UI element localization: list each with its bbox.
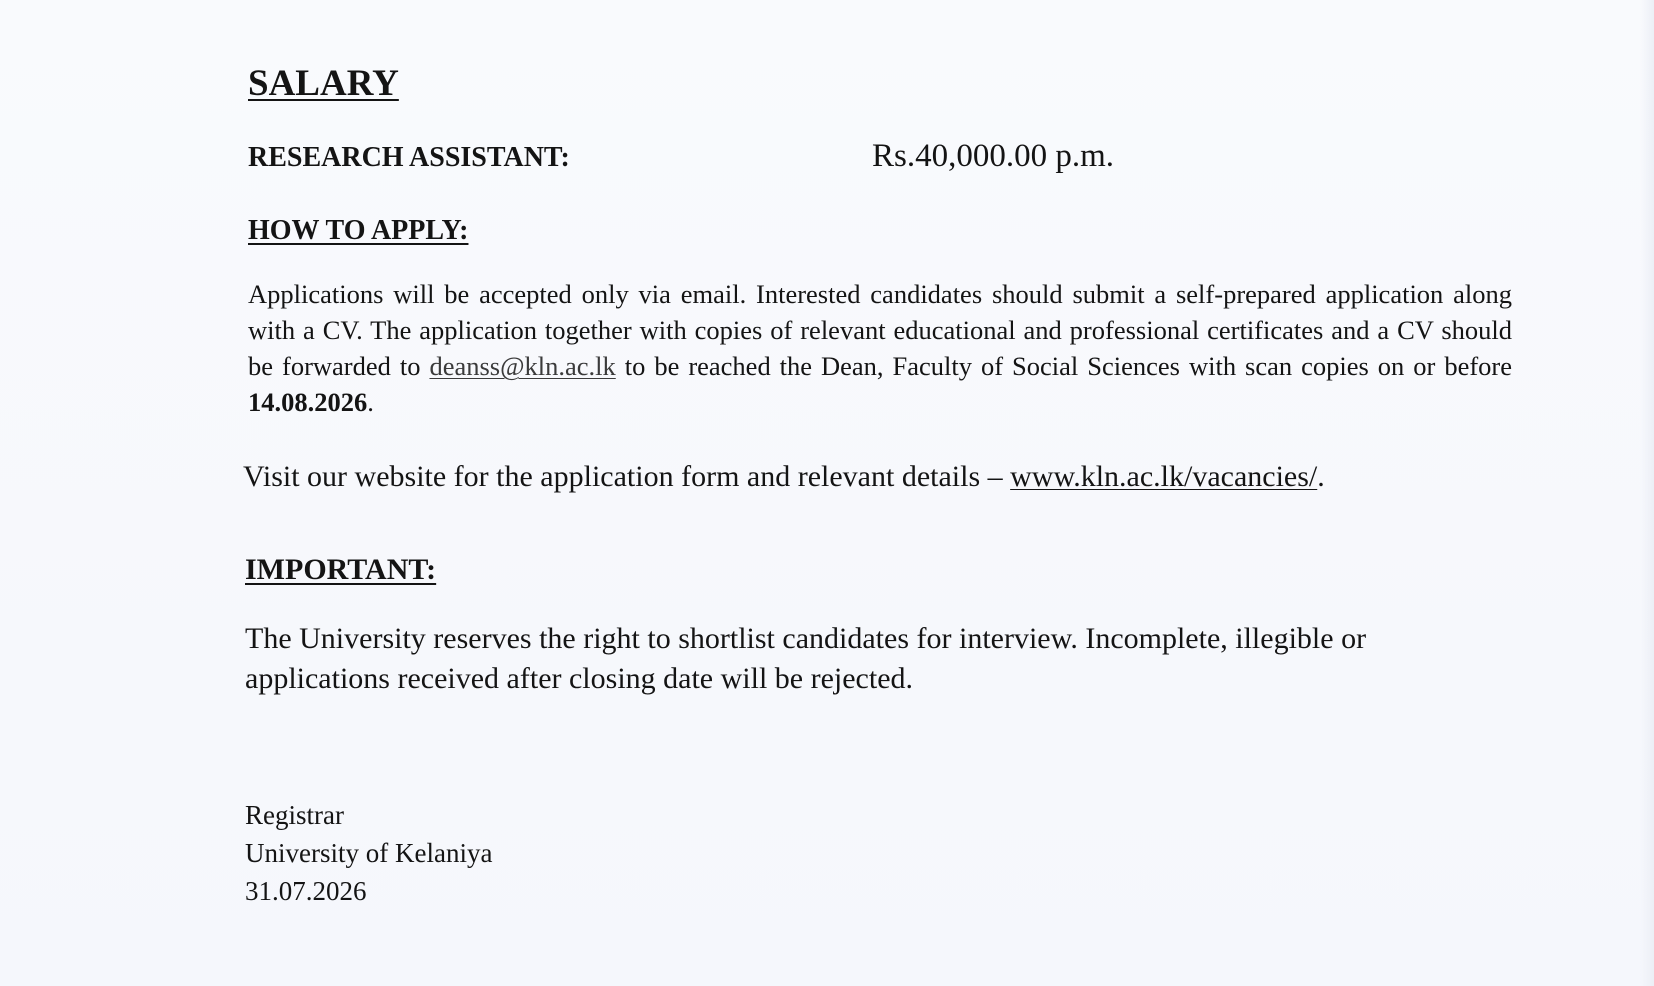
how-to-apply-paragraph [248, 276, 1512, 420]
website-end: . [1317, 460, 1325, 493]
apply-text-end: . [367, 387, 374, 417]
page-edge-shadow [1640, 0, 1654, 986]
signature-date: 31.07.2026 [245, 876, 367, 906]
important-heading: IMPORTANT: [245, 553, 437, 586]
salary-heading: SALARY [248, 63, 399, 104]
salary-row [248, 138, 1148, 182]
website-link[interactable]: www.kln.ac.lk/vacancies/ [1010, 460, 1318, 493]
how-to-apply-heading: HOW TO APPLY: [248, 215, 469, 246]
signature-block [245, 796, 492, 910]
signature-title: Registrar [245, 800, 344, 830]
email-link[interactable]: deanss@kln.ac.lk [429, 351, 616, 381]
website-line [243, 460, 1325, 494]
salary-amount: Rs.40,000.00 p.m. [872, 138, 1115, 174]
signature-organization: University of Kelaniya [245, 838, 493, 868]
important-paragraph: The University reserves the right to shortlist candidates for interview. Incomplete, illegible or applications received after closing date will be rejected. [245, 622, 1367, 695]
salary-role-label: RESEARCH ASSISTANT: [248, 142, 570, 173]
website-text: Visit our website for the application form and relevant details – [243, 460, 1011, 493]
closing-date: 14.08.2026 [248, 387, 368, 417]
apply-text-before-email: Applications will be accepted only via email. Interested candidates should submit a self-prepared application along with a CV. The application together with copies of relevant educational and professional certificates and a CV should be forwarded to [248, 279, 1512, 381]
apply-text-after-email: to be reached the Dean, Faculty of Social Sciences with scan copies on or before [615, 351, 1512, 381]
